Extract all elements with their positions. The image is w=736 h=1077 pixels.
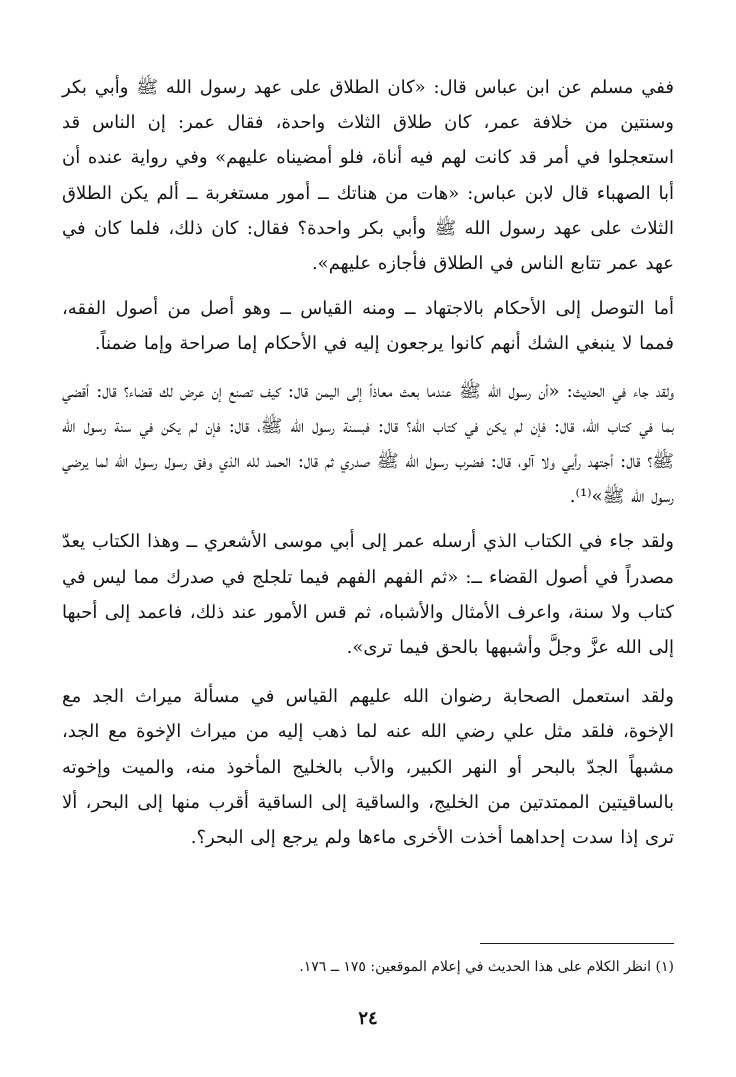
- paragraph-muadh-hadith: ولقد جاء في الحديث: «أن رسول الله ﷺ عندما بعث معاذاً إلى اليمن قال: كيف تصنع إن عرض لك قضاء؟ قال: أقضي بما في كتاب الله، قال: فإن لم يكن في كتاب الله؟ قال: فبسنة رسول الله ﷺ، قال: فإن لم يكن في سنة رسول الله ﷺ؟ قال: أجتهد رأيي ولا آلو، قال: فضرب رسول الله ﷺ صدري ثم قال: الحمد لله الذي وفق رسول رسول الله لما يرضي رسول الله ﷺ»⁽¹⁾.: [62, 380, 674, 508]
- page-number: ٢٤: [358, 1008, 378, 1029]
- footnote-divider: [480, 943, 674, 944]
- paragraph-grandfather-inheritance: ولقد استعمل الصحابة رضوان الله عليهم القياس في مسألة ميراث الجد مع الإخوة، فلقد مثل علي رضي الله عنه لما ذهب إليه من ميراث الإخوة مع الجد، مشبهاً الجدّ بالبحر أو النهر الكبير، والأب بالخليج المأخوذ منه، والميت وإخوته بالساقيتين الممتدتين من الخليج، والساقية إلى الساقية أقرب منها إلى البحر، ألا ترى إذا سدت إحداهما أخذت الأخرى ماءها ولم يرجع إلى البحر؟.: [62, 686, 674, 849]
- paragraph-ibn-abbas-talaq: ففي مسلم عن ابن عباس قال: «كان الطلاق على عهد رسول الله ﷺ وأبي بكر وسنتين من خلافة عمر، كان طلاق الثلاث واحدة، فقال عمر: إن الناس قد استعجلوا في أمر قد كانت لهم فيه أناة، فلو أمضيناه عليهم» وفي رواية عنده أن أبا الصهباء قال لابن عباس: «هات من هناتك ــ أمور مستغربة ــ ألم يكن الطلاق الثلاث على عهد رسول الله ﷺ وأبي بكر واحدة؟ فقال: كان ذلك، فلما كان في عهد عمر تتابع الناس في الطلاق فأجازه عليهم».: [62, 77, 674, 275]
- paragraph-ijtihad-qiyas: أما التوصل إلى الأحكام بالاجتهاد ــ ومنه القياس ــ وهو أصل من أصول الفقه، فمما لا ينبغي الشك أنهم كانوا يرجعون إليه في الأحكام إما صراحة وإما ضمناً.: [62, 298, 674, 355]
- paragraph-umar-letter: ولقد جاء في الكتاب الذي أرسله عمر إلى أبي موسى الأشعري ــ وهذا الكتاب يعدّ مصدراً في أصول القضاء ــ: «ثم الفهم الفهم فيما تلجلج في صدرك مما ليس في كتاب ولا سنة، واعرف الأمثال والأشباه، ثم قس الأمور عند ذلك، فاعمد إلى أحبها إلى الله عزَّ وجلَّ وأشبهها بالحق فيما ترى».: [62, 531, 674, 659]
- page-body: [62, 70, 674, 855]
- footnote: (١) انظر الكلام على هذا الحديث في إعلام الموقعين: ١٧٥ ــ ١٧٦.: [299, 959, 674, 975]
